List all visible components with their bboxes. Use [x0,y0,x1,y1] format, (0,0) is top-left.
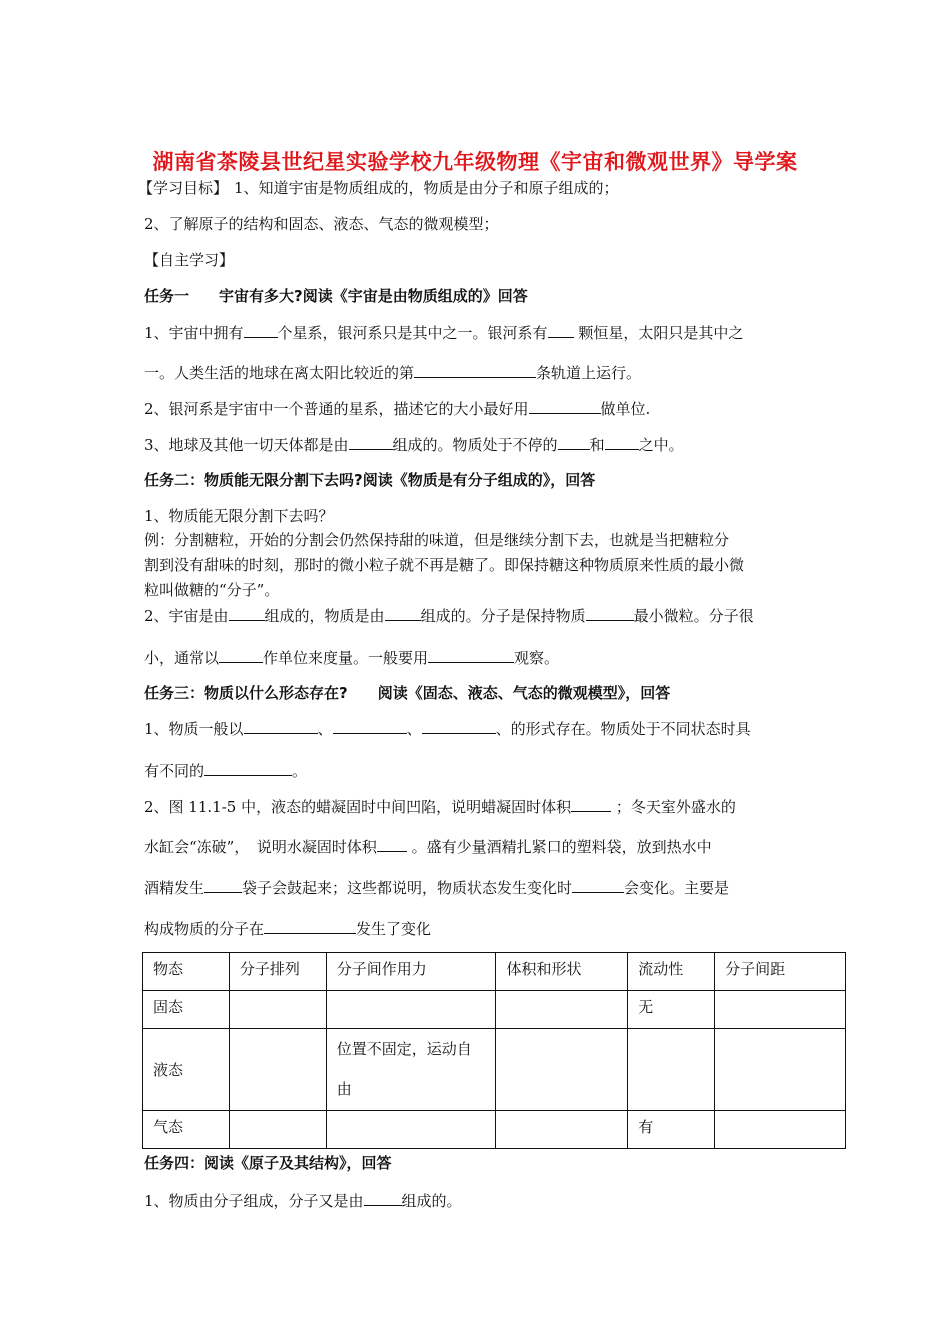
answer-blank [414,362,536,378]
task1-q1-line1: 1、宇宙中拥有 个星系，银河系只是其中之一。银河系有 颗恒星，太阳只是其中之 [144,324,744,342]
table-cell: 有 [628,1111,715,1149]
answer-blank [605,434,639,450]
learning-goals-line1 [138,178,808,198]
table-header-cell: 分子排列 [229,953,326,991]
task2-q2-line1: 2、宇宙是由 组成的，物质是由 组成的。分子是保持物质 最小微粒。分子很 [144,607,754,625]
table-cell [715,1111,846,1149]
answer-blank [548,322,574,338]
table-header-row [143,953,846,991]
table-cell [715,991,846,1029]
answer-blank [428,647,514,663]
answer-blank [586,605,634,621]
table-cell [229,1111,326,1149]
table-cell [229,1029,326,1111]
task2-example-line2: 割到没有甜味的时刻，那时的微小粒子就不再是糖了。即保持糖这种物质原来性质的最小微 [144,556,745,574]
task3-q1-line1: 1、物质一般以 、 、 、的形式存在。物质处于不同状态时具 [144,720,751,738]
table-cell [496,1029,628,1111]
table-header-cell: 体积和形状 [496,953,628,991]
table-header-cell: 分子间距 [715,953,846,991]
task3-title: 任务三：物质以什么形态存在? 阅读《固态、液态、气态的微观模型》，回答 [144,684,671,702]
learning-goal-2: 2、了解原子的结构和固态、液态、气态的微观模型； [144,215,499,233]
document-title: 湖南省茶陵县世纪星实验学校九年级物理《宇宙和微观世界》导学案 [152,150,798,174]
task4-title: 任务四：阅读《原子及其结构》，回答 [144,1154,392,1172]
answer-blank [333,718,407,734]
states-of-matter-table [142,952,846,1149]
task2-title: 任务二：物质能无限分割下去吗?阅读《物质是有分子组成的》，回答 [144,471,596,489]
learning-goals-tag: 【学习目标】 [138,179,229,197]
answer-blank [264,918,356,934]
answer-blank [244,322,278,338]
task3-q2-line2: 水缸会“冻破”， 说明水凝固时体积 。盛有少量酒精扎紧口的塑料袋，放到热水中 [144,838,712,856]
table-cell: 气态 [143,1111,230,1149]
task2-q1: 1、物质能无限分割下去吗？ [144,507,334,525]
answer-blank [572,877,624,893]
task1-q1-line2: 一。人类生活的地球在离太阳比较近的第 条轨道上运行。 [144,364,642,382]
task1-title: 任务一 宇宙有多大?阅读《宇宙是由物质组成的》回答 [144,287,528,305]
task2-q2-line2: 小，通常以 作单位来度量。一般要用 观察。 [144,649,560,667]
table-row [143,1029,846,1111]
answer-blank [244,718,318,734]
task3-q1-line2: 有不同的 。 [144,762,308,780]
table-cell [715,1029,846,1111]
table-cell [496,1111,628,1149]
answer-blank [558,434,590,450]
table-cell [326,1111,496,1149]
answer-blank [529,398,601,414]
self-study-heading: 【自主学习】 [144,251,235,269]
task2-example-line1: 例：分割糖粒，开始的分割会仍然保持甜的味道，但是继续分割下去，也就是当把糖粒分 [144,531,730,549]
table-cell: 固态 [143,991,230,1029]
task1-q2: 2、银河系是宇宙中一个普通的星系，描述它的大小最好用 做单位. [144,400,651,418]
task2-example-line3: 粒叫做糖的“分子”。 [144,581,280,599]
answer-blank [385,605,421,621]
table-cell [496,991,628,1029]
answer-blank [364,1190,402,1206]
answer-blank [204,760,292,776]
task3-q2-line3: 酒精发生 袋子会鼓起来；这些都说明，物质状态发生变化时 会变化。主要是 [144,879,730,897]
table-row [143,991,846,1029]
task3-q2-line4: 构成物质的分子在 发生了变化 [144,920,432,938]
table-header-cell: 分子间作用力 [326,953,496,991]
answer-blank [422,718,496,734]
answer-blank [204,877,242,893]
learning-goal-1: 1、知道宇宙是物质组成的，物质是由分子和原子组成的； [234,179,619,197]
table-cell: 位置不固定，运动自由 [326,1029,496,1111]
table-row [143,1111,846,1149]
table-cell [628,1029,715,1111]
table-header-cell: 流动性 [628,953,715,991]
answer-blank [229,605,265,621]
answer-blank [219,647,263,663]
task3-q2-line1: 2、图 11.1-5 中，液态的蜡凝固时中间凹陷，说明蜡凝固时体积 ；冬天室外盛水的 [144,798,736,816]
answer-blank [571,796,611,812]
answer-blank [349,434,393,450]
table-cell: 液态 [143,1029,230,1111]
answer-blank [377,836,407,852]
table-cell [326,991,496,1029]
task4-q1: 1、物质由分子组成，分子又是由 组成的。 [144,1192,462,1210]
table-header-cell: 物态 [143,953,230,991]
table-cell: 无 [628,991,715,1029]
task1-q3: 3、地球及其他一切天体都是由 组成的。物质处于不停的 和 之中。 [144,436,684,454]
table-cell [229,991,326,1029]
